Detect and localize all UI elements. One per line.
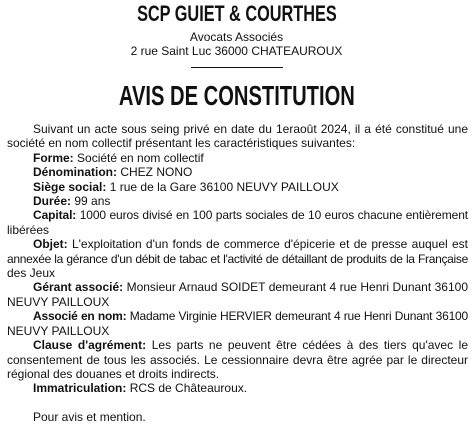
associe-en-nom-label: Associé en nom: [33,309,127,324]
immatriculation-field [7,381,468,395]
denomination-label: Dénomination: [33,165,117,180]
objet-line: des Jeux [7,266,56,281]
firm-name [0,3,473,25]
siege-social-field [7,180,468,194]
intro-line: Suivant un acte sous seing privé en date du 1eraoût 2024, il a été constitué une [33,122,468,136]
immatriculation-line [7,381,468,395]
closing-paragraph [7,410,468,424]
firm-subtitle: Avocats Associés [189,30,284,44]
associe-en-nom-line [7,309,468,323]
immatriculation-label: Immatriculation: [33,381,127,396]
objet-line [7,237,468,251]
forme-line [7,151,468,165]
associe-en-nom-field [7,309,468,338]
duree-value: 99 ans [74,194,111,209]
clause-agrement-line: consentement de tous les associés. Le cessionnaire devra être agrée par le directeur [7,352,468,367]
closing-line: Pour avis et mention. [33,410,146,425]
capital-line [7,208,468,222]
objet-value: L'exploitation d'un fonds de commerce d'épicerie et de presse auquel est [71,237,468,252]
capital-label: Capital: [33,208,77,223]
denomination-line [7,165,468,179]
clause-agrement-line: régional des douanes et droits indirects. [7,366,220,381]
firm-address: 2 rue Saint Luc 36000 CHATEAUROUX [130,44,343,58]
gerant-associe-field [7,280,468,309]
clause-agrement-field [7,338,468,381]
forme-label: Forme: [33,150,74,165]
gerant-associe-line [7,280,468,294]
intro-line: société en nom collectif présentant les caractéristiques suivantes: [7,136,356,151]
capital-line: libérées [7,222,50,237]
forme-field [7,151,468,165]
firm-name-text: SCP GUIET & COURTHES [136,1,337,26]
denomination-value: CHEZ NONO [120,165,193,180]
duree-label: Durée: [33,194,72,209]
objet-line: annexée la gérance d'un débit de tabac et l'activité de détaillant de produits de la Française [7,251,468,266]
gerant-associe-value: Monsieur Arnaud SOIDET demeurant 4 rue Henri Dunant 36100 [126,280,468,295]
duree-line [7,194,468,208]
siege-social-label: Siège social: [33,179,107,194]
siege-social-value: 1 rue de la Gare 36100 NEUVY PAILLOUX [109,179,339,194]
objet-label: Objet: [33,237,68,252]
capital-field [7,208,468,237]
notice-title-text: AVIS DE CONSTITUTION [118,80,355,111]
capital-value: 1000 euros divisé en 100 parts sociales de 10 euros chacune entièrement [79,208,468,223]
immatriculation-value: RCS de Châteauroux. [129,381,248,396]
gerant-associe-line: NEUVY PAILLOUX [7,294,110,309]
header-divider [191,67,283,68]
clause-agrement-line [7,338,468,352]
associe-en-nom-line: NEUVY PAILLOUX [7,323,110,338]
notice-title [0,82,473,110]
gerant-associe-label: Gérant associé: [33,280,124,295]
associe-en-nom-value: Madame Virginie HERVIER demeurant 4 rue Henri Dunant 36100 [129,309,468,324]
siege-social-line [7,180,468,194]
duree-field [7,194,468,208]
intro-paragraph [7,122,468,151]
denomination-field [7,165,468,179]
forme-value: Société en nom collectif [77,150,204,165]
clause-agrement-value: Les parts ne peuvent être cédées à des tiers qu'avec le [151,338,469,353]
clause-agrement-label: Clause d'agrément: [33,338,147,353]
objet-field [7,237,468,280]
notice-body [7,122,468,425]
